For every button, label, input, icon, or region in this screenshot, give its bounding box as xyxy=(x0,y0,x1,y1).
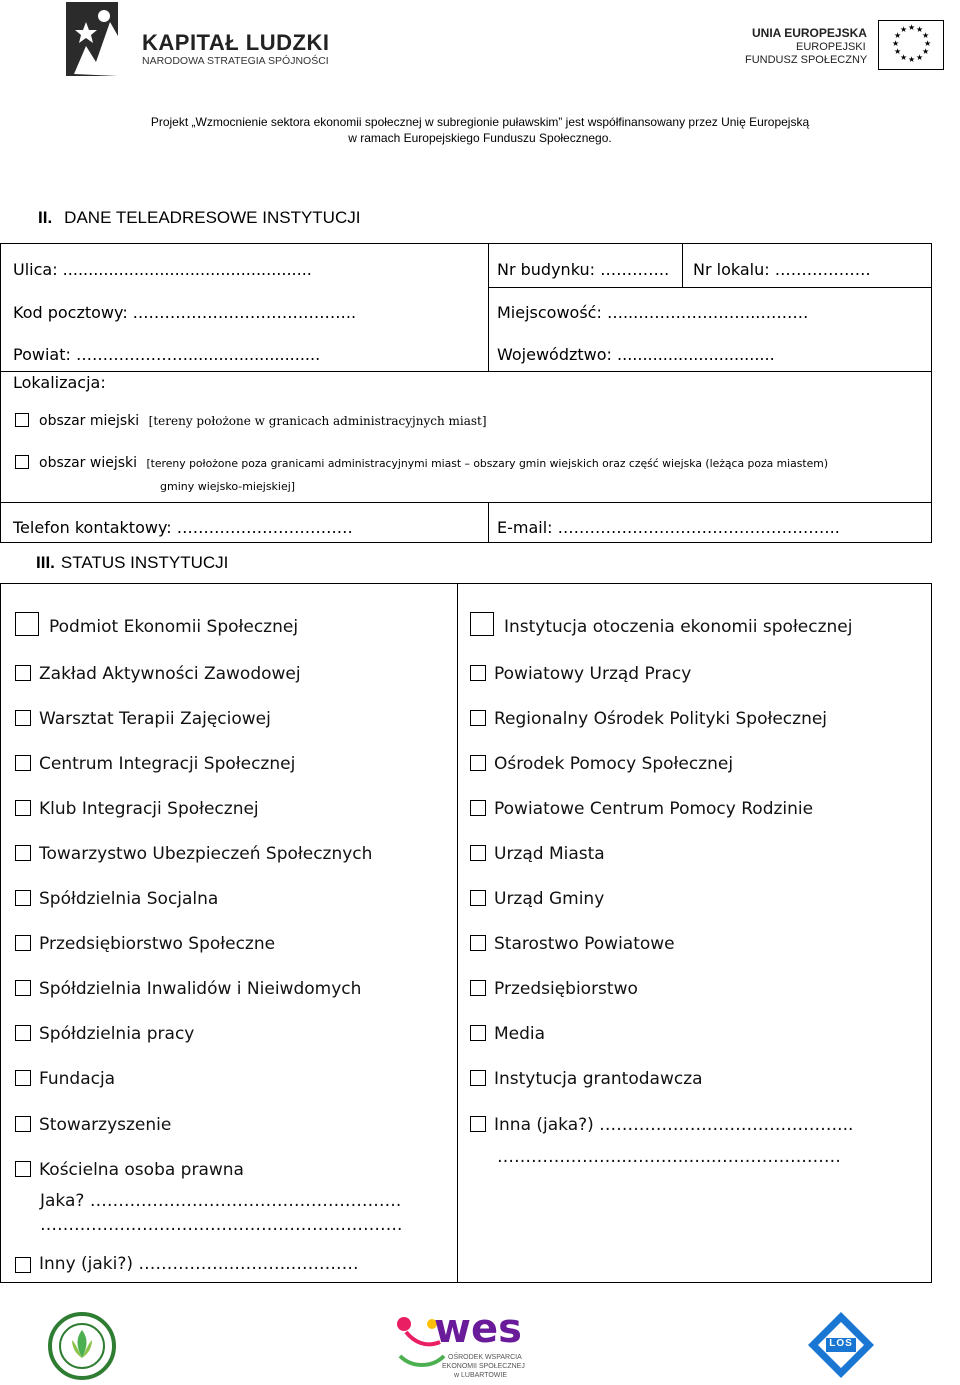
institution-type-option[interactable] xyxy=(470,979,638,999)
entity-type-label: Spółdzielnia pracy xyxy=(39,1024,195,1044)
institution-type-label: Powiatowy Urząd Pracy xyxy=(494,664,692,684)
institution-type-label: Urząd Gminy xyxy=(494,889,605,909)
voivodeship-field[interactable]: Województwo: ............................... xyxy=(497,345,775,364)
svg-text:★: ★ xyxy=(900,25,908,34)
institution-type-checkbox[interactable] xyxy=(470,890,486,906)
svg-text:★: ★ xyxy=(908,55,916,64)
project-line-2: w ramach Europejskiego Funduszu Społecznego. xyxy=(348,131,612,145)
other-entity-label: Inny (jaki?) ……………..……….………… xyxy=(39,1254,359,1274)
kapital-ludzki-title: KAPITAŁ LUDZKI xyxy=(142,30,330,55)
urban-area-description: [tereny położone w granicach administracyjnych miast] xyxy=(148,414,487,428)
institution-type-label: Urząd Miasta xyxy=(494,844,605,864)
svg-text:★: ★ xyxy=(894,47,902,56)
entity-type-checkbox[interactable] xyxy=(15,1161,31,1177)
los-logo xyxy=(806,1310,876,1380)
urban-area-option[interactable] xyxy=(15,412,487,430)
social-economy-entity-label: Podmiot Ekonomii Społecznej xyxy=(49,617,299,637)
apartment-number-field[interactable]: Nr lokalu: ……………… xyxy=(693,260,871,279)
entity-type-label: Fundacja xyxy=(39,1069,116,1089)
wes-subtitle-1: OŚRODEK WSPARCIA xyxy=(448,1354,522,1361)
entity-type-label: Stowarzyszenie xyxy=(39,1115,172,1135)
institution-type-checkbox[interactable] xyxy=(470,710,486,726)
rural-area-checkbox[interactable] xyxy=(15,455,29,469)
location-label: Lokalizacja: xyxy=(13,373,106,392)
svg-text:★: ★ xyxy=(922,31,930,40)
institution-type-checkbox[interactable] xyxy=(470,1116,486,1132)
entity-type-option[interactable] xyxy=(15,1115,171,1135)
entity-type-checkbox[interactable] xyxy=(15,845,31,861)
los-text: LOS xyxy=(829,1338,853,1349)
institution-type-label: Inna (jaka?) ……………………………………... xyxy=(494,1115,854,1135)
svg-text:★: ★ xyxy=(922,47,930,56)
institution-type-option[interactable] xyxy=(470,799,813,819)
institution-type-label: Powiatowe Centrum Pomocy Rodzinie xyxy=(494,799,814,819)
eu-flag-icon xyxy=(878,20,944,70)
svg-text:★: ★ xyxy=(892,39,900,48)
entity-type-option[interactable] xyxy=(15,979,361,999)
institution-type-checkbox[interactable] xyxy=(470,845,486,861)
street-field[interactable]: Ulica: ................................................. xyxy=(13,260,312,279)
kapital-ludzki-logo xyxy=(66,2,136,80)
section-3-number: III. xyxy=(36,553,55,572)
other-institution-line-2[interactable]: …………………..………..…..…………….…… xyxy=(497,1147,841,1167)
wes-logo xyxy=(392,1306,542,1382)
entity-type-label: Zakład Aktywności Zawodowej xyxy=(39,664,301,684)
divider xyxy=(0,371,932,372)
eu-subtitle-1: EUROPEJSKI xyxy=(796,41,866,53)
rural-area-label: obszar wiejski xyxy=(39,455,138,471)
institution-type-checkbox[interactable] xyxy=(470,800,486,816)
other-entity-option[interactable] xyxy=(15,1254,359,1274)
institution-type-checkbox[interactable] xyxy=(470,1025,486,1041)
divider xyxy=(457,583,458,1283)
entity-type-option[interactable] xyxy=(15,889,218,909)
institution-type-option[interactable] xyxy=(470,1024,545,1044)
entity-type-checkbox[interactable] xyxy=(15,1070,31,1086)
section-3-title: STATUS INSTYTUCJI xyxy=(60,553,229,572)
section-2-title: DANE TELEADRESOWE INSTYTUCJI xyxy=(64,208,361,227)
entity-type-checkbox[interactable] xyxy=(15,935,31,951)
institution-type-checkbox[interactable] xyxy=(470,1070,486,1086)
institution-type-checkbox[interactable] xyxy=(470,665,486,681)
support-institution-label: Instytucja otoczenia ekonomii społecznej xyxy=(504,617,853,637)
entity-type-option[interactable] xyxy=(15,664,301,684)
entity-type-checkbox[interactable] xyxy=(15,1025,31,1041)
institution-type-option[interactable] xyxy=(470,1069,703,1089)
institution-type-label: Media xyxy=(494,1024,546,1044)
svg-text:★: ★ xyxy=(894,31,902,40)
church-entity-which-line-2[interactable]: ………………………………………………………. xyxy=(40,1215,403,1235)
county-field[interactable]: Powiat: ………………….......................... xyxy=(13,345,321,364)
entity-type-option[interactable] xyxy=(15,799,259,819)
entity-type-label: Towarzystwo Ubezpieczeń Społecznych xyxy=(39,844,373,864)
institution-type-checkbox[interactable] xyxy=(470,980,486,996)
entity-type-checkbox[interactable] xyxy=(15,755,31,771)
divider xyxy=(488,243,489,371)
project-line-1: Projekt „Wzmocnienie sektora ekonomii społecznej w subregionie puławskim” jest współfinansowany przez Unię Europejską xyxy=(150,115,810,129)
institution-type-option[interactable] xyxy=(470,754,733,774)
address-table xyxy=(0,243,932,543)
institution-type-label: Przedsiębiorstwo xyxy=(494,979,638,999)
divider xyxy=(682,243,683,287)
entity-type-checkbox[interactable] xyxy=(15,710,31,726)
institution-type-option[interactable] xyxy=(470,844,605,864)
entity-type-checkbox[interactable] xyxy=(15,800,31,816)
entity-type-checkbox[interactable] xyxy=(15,980,31,996)
postal-code-field[interactable]: Kod pocztowy: .………………………………….. xyxy=(13,303,357,322)
rural-area-option[interactable] xyxy=(15,454,828,472)
entity-type-option[interactable] xyxy=(15,754,295,774)
kapital-ludzki-subtitle: NARODOWA STRATEGIA SPÓJNOŚCI xyxy=(142,55,329,67)
divider xyxy=(488,287,932,288)
entity-type-label: Spółdzielnia Inwalidów i Nieiwdomych xyxy=(39,979,362,999)
other-entity-checkbox[interactable] xyxy=(15,1257,31,1273)
building-number-field[interactable]: Nr budynku: …………. xyxy=(497,260,670,279)
institution-type-label: Starostwo Powiatowe xyxy=(494,934,675,954)
institution-type-label: Ośrodek Pomocy Społecznej xyxy=(494,754,734,774)
eu-subtitle-2: FUNDUSZ SPOŁECZNY xyxy=(745,54,868,66)
entity-type-option[interactable] xyxy=(15,1024,194,1044)
entity-type-option[interactable] xyxy=(15,709,271,729)
institution-type-option[interactable] xyxy=(470,1115,853,1135)
church-entity-which-line-1[interactable]: Jaka? ………………………………………………. xyxy=(40,1191,402,1211)
social-economy-entity-option[interactable] xyxy=(15,612,298,637)
eu-title: UNIA EUROPEJSKA xyxy=(752,26,867,40)
entity-type-label: Kościelna osoba prawna xyxy=(39,1160,244,1180)
urban-area-label: obszar miejski xyxy=(39,413,140,429)
foundation-seal-logo xyxy=(46,1312,118,1380)
institution-type-label: Instytucja grantodawcza xyxy=(494,1069,703,1089)
svg-text:★: ★ xyxy=(900,53,908,62)
support-institution-checkbox[interactable] xyxy=(470,612,494,636)
entity-type-checkbox[interactable] xyxy=(15,665,31,681)
wes-subtitle-2: EKONOMII SPOŁECZNEJ xyxy=(442,1363,525,1370)
support-institution-option[interactable] xyxy=(470,612,852,637)
urban-area-checkbox[interactable] xyxy=(15,413,29,427)
entity-type-checkbox[interactable] xyxy=(15,1116,31,1132)
entity-type-label: Warsztat Terapii Zajęciowej xyxy=(39,709,271,729)
wes-title: wes xyxy=(434,1306,522,1352)
institution-type-option[interactable] xyxy=(470,934,675,954)
rural-area-description: [tereny położone poza granicami administracyjnymi miast – obszary gmin wiejskich oraz część wiejska (leżąca poza miastem) xyxy=(146,457,829,470)
section-3-heading xyxy=(36,553,228,573)
entity-type-label: Klub Integracji Społecznej xyxy=(39,799,259,819)
institution-type-checkbox[interactable] xyxy=(470,935,486,951)
section-2-number: II. xyxy=(38,208,53,227)
svg-text:★: ★ xyxy=(924,39,932,48)
divider xyxy=(488,502,489,543)
phone-field[interactable]: Telefon kontaktowy: …………………………… xyxy=(13,518,353,537)
city-field[interactable]: Miejscowość: …...…………………..……… xyxy=(497,303,809,322)
email-field[interactable]: E-mail: …………………………………………….. xyxy=(497,518,840,537)
wes-subtitle-3: w LUBARTOWIE xyxy=(454,1372,508,1379)
entity-type-option[interactable] xyxy=(15,1069,115,1089)
section-2-heading xyxy=(38,208,360,228)
svg-text:★: ★ xyxy=(908,23,916,32)
entity-type-option[interactable] xyxy=(15,1160,244,1180)
institution-type-checkbox[interactable] xyxy=(470,755,486,771)
project-note xyxy=(0,114,960,146)
svg-text:★: ★ xyxy=(916,25,924,34)
entity-type-checkbox[interactable] xyxy=(15,890,31,906)
entity-type-option[interactable] xyxy=(15,934,275,954)
social-economy-entity-checkbox[interactable] xyxy=(15,612,39,636)
svg-text:★: ★ xyxy=(916,53,924,62)
entity-type-label: Przedsiębiorstwo Społeczne xyxy=(39,934,276,954)
divider xyxy=(0,502,932,503)
institution-type-option[interactable] xyxy=(470,709,827,729)
entity-type-label: Spółdzielnia Socjalna xyxy=(39,889,219,909)
institution-type-label: Regionalny Ośrodek Polityki Społecznej xyxy=(494,709,828,729)
entity-type-label: Centrum Integracji Społecznej xyxy=(39,754,296,774)
institution-type-option[interactable] xyxy=(470,664,691,684)
rural-area-description-cont: gminy wiejsko-miejskiej] xyxy=(160,480,296,493)
institution-type-option[interactable] xyxy=(470,889,604,909)
entity-type-option[interactable] xyxy=(15,844,372,864)
